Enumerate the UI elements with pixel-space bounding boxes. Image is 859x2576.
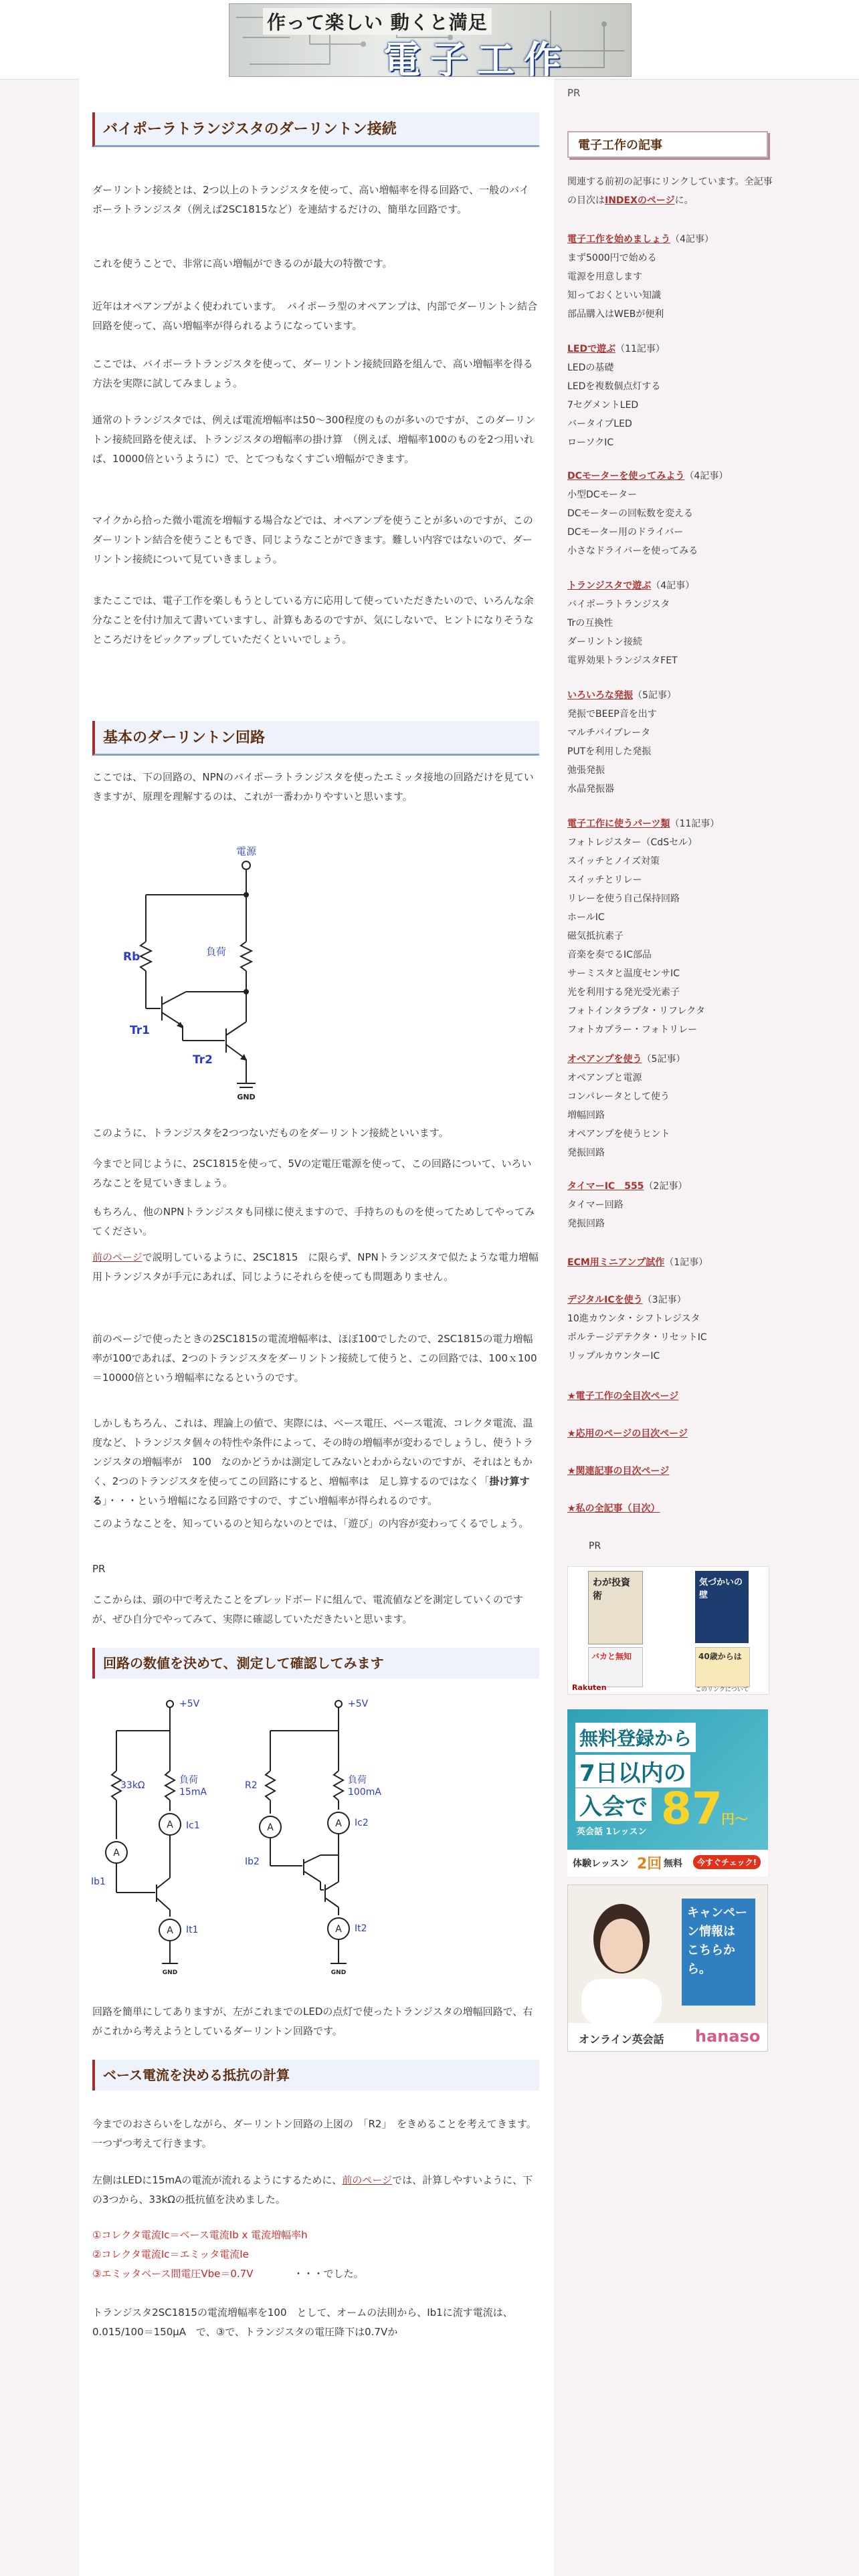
all-articles-link[interactable]: ★私の全記事（目次）	[567, 1503, 660, 1514]
label-load-left-value: 15mA	[179, 1787, 207, 1798]
sidebar-item[interactable]: 発振回路	[567, 1218, 605, 1229]
para-l: トランジスタ2SC1815の電流増幅率を100 として、オームの法則から、Ib1に流す電流は、0.015/100＝150μA で、③で、トランジスタの電圧降下は0.7Vか	[92, 2306, 513, 2338]
section-measure: 回路の数値を決めて、測定して確認してみます	[92, 1648, 539, 1679]
sidebar-item[interactable]: まず5000円で始める	[567, 253, 657, 263]
sidebar-item[interactable]: 小さなドライバーを使ってみる	[567, 546, 698, 556]
sidebar-item[interactable]: ダーリントン接続	[567, 637, 642, 647]
sidebar-item[interactable]: フォトカプラー・フォトリレー	[567, 1025, 698, 1035]
intro-paragraph-4: ここでは、バイポーラトランジスタを使って、ダーリントン接続回路を組んで、高い増幅率を得る方法を実際に試してみましょう。	[92, 358, 533, 389]
sidebar-item[interactable]: スイッチとノイズ対策	[567, 856, 660, 867]
label-load: 負荷	[206, 946, 227, 958]
sidebar-item[interactable]: 増幅回路	[567, 1110, 605, 1121]
ammeter-a1: A	[113, 1848, 120, 1858]
sidebar-category-5	[567, 815, 781, 1039]
category-link[interactable]: DCモーターを使ってみよう	[567, 471, 685, 481]
sidebar-item[interactable]: 発振でBEEP音を出す	[567, 709, 657, 720]
para-k-post: では、計算しやすいように、下の3つから、33kΩの抵抗値を決めました。	[92, 2174, 533, 2206]
book-cover-3[interactable]	[588, 1647, 643, 1687]
applied-index-link[interactable]: ★応用のページの目次ページ	[567, 1428, 688, 1439]
english-lesson-ad[interactable]	[567, 1709, 768, 1876]
related-index-link[interactable]: ★関連記事の目次ページ	[567, 1466, 670, 1477]
label-33k: 33kΩ	[120, 1780, 145, 1791]
formula-tail: ・・・でした。	[293, 2268, 364, 2280]
sidebar-item[interactable]: LEDを複数個点灯する	[567, 381, 661, 392]
category-count: （1記事）	[664, 1257, 708, 1268]
label-load-right-value: 100mA	[348, 1787, 381, 1798]
sidebar-category-8	[567, 1253, 781, 1272]
ad-info-link[interactable]: このリンクについて	[695, 1687, 749, 1693]
sidebar-bottom-link-0	[567, 1387, 781, 1406]
label-it2: It2	[355, 1923, 367, 1934]
sidebar-item[interactable]: DCモーター用のドライバー	[567, 527, 684, 538]
sidebar-item[interactable]: 水晶発振器	[567, 784, 614, 794]
sidebar-category-2	[567, 467, 781, 560]
campaign-line-1: キャンペーン情報は	[687, 1906, 747, 1939]
sidebar-intro-post: に。	[674, 195, 694, 206]
sidebar-item[interactable]: 10進カウンタ・シフトレジスタ	[567, 1313, 700, 1324]
category-count: （4記事）	[651, 580, 695, 591]
book-title-4: 40歳からは	[698, 1652, 742, 1661]
label-ib2: Ib2	[245, 1856, 260, 1867]
para-d	[92, 1248, 539, 1287]
sidebar-item[interactable]: サーミスタと温度センサIC	[567, 968, 680, 979]
intro-paragraph-3: 近年はオペアンプがよく使われています。 バイポーラ型のオペアンプは、内部でダーリントン結合回路を使って、高い増幅率が得られるようになっています。	[92, 300, 538, 332]
para-h: ここからは、頭の中で考えたことをブレッドボードに組んで、電流値などを測定していくのですが、ぜひ自分でやってみて、実際に確認していただきたいと思います。	[92, 1594, 523, 1625]
label-5v-right: +5V	[348, 1699, 369, 1709]
sidebar-item[interactable]: フォトレジスター（CdSセル）	[567, 837, 698, 848]
ad-price: 87	[661, 1783, 723, 1834]
ammeter-a5: A	[335, 1818, 342, 1829]
sidebar-item[interactable]: 電界効果トランジスタFET	[567, 655, 678, 666]
para-i: 回路を簡単にしてありますが、左がこれまでのLEDの点灯で使ったトランジスタの増幅回路で、右がこれから考えようとしているダーリントン回路です。	[92, 2006, 533, 2037]
sidebar-item[interactable]: バータイプLED	[567, 419, 632, 429]
article-title: バイポーラトランジスタのダーリントン接続	[92, 112, 539, 147]
label-power: 電源	[235, 845, 257, 857]
category-link[interactable]: オペアンプを使う	[567, 1054, 642, 1065]
sidebar-item[interactable]: マルチバイブレータ	[567, 728, 651, 738]
sidebar-category-0	[567, 230, 781, 324]
main-article	[79, 79, 554, 2576]
para-g: このようなことを、知っているのと知らないのとでは、「遊び」の内容が変わってくるでしょう。	[92, 1517, 529, 1529]
category-link[interactable]: デジタルICを使う	[567, 1295, 643, 1305]
para-f-post: 」・・・という増幅になる回路ですので、すごい増幅率が得られるのです。	[102, 1495, 438, 1507]
ammeter-a6: A	[335, 1924, 342, 1935]
pr-label-top: PR	[567, 87, 581, 99]
book-title-2: 気づかいの壁	[699, 1578, 743, 1600]
sidebar-item[interactable]: リップルカウンターIC	[567, 1351, 660, 1362]
sidebar-item[interactable]: 音楽を奏でるIC部品	[567, 950, 652, 960]
model-photo-icon	[568, 1892, 675, 2026]
category-count: （5記事）	[642, 1054, 686, 1065]
formula-1: ①コレクタ電流Ic＝ベース電流Ib x 電流増幅率h	[92, 2229, 308, 2241]
sidebar	[562, 79, 780, 2576]
sidebar-item[interactable]: ローソクIC	[567, 437, 614, 448]
sidebar-item[interactable]: タイマー回路	[567, 1200, 624, 1210]
para-b: 今までと同じように、2SC1815を使って、5Vの定電圧電源を使って、この回路について、いろいろなことを見ていきましょう。	[92, 1158, 532, 1189]
sidebar-category-7	[567, 1177, 781, 1233]
sidebar-item[interactable]: 知っておくといい知識	[567, 290, 661, 301]
book-ad[interactable]	[567, 1566, 769, 1695]
section-base-current: ベース電流を決める抵抗の計算	[92, 2060, 539, 2090]
campaign-line-2: こちらから。	[687, 1943, 735, 1976]
ammeter-a2: A	[167, 1820, 173, 1830]
book-title-1: わが投資術	[593, 1578, 630, 1602]
sidebar-category-6	[567, 1050, 781, 1162]
campaign-box[interactable]	[682, 1899, 755, 2006]
sidebar-item[interactable]: ホールIC	[567, 912, 605, 923]
sidebar-item[interactable]: 弛張発振	[567, 765, 605, 776]
intro-paragraph-2: これを使うことで、非常に高い増幅ができるのが最大の特徴です。	[92, 257, 393, 270]
category-link[interactable]: 電子工作を始めましょう	[567, 234, 670, 245]
intro-paragraph-6: マイクから拾った微小電流を増幅する場合などでは、オペアンプを使うことが多いのですが、このダーリントン結合を使うこともでき、同じようなことができます。難しい内容ではないので、ダーリントン接続について見ていきましょう。	[92, 514, 533, 565]
sidebar-item[interactable]: 部品購入はWEBが便利	[567, 309, 664, 320]
category-count: （4記事）	[684, 471, 729, 481]
sidebar-bottom-link-2	[567, 1462, 781, 1481]
book-title-3: バカと無知	[591, 1652, 632, 1661]
ad-line-2: 7日以内の	[575, 1755, 690, 1788]
formula-2: ②コレクタ電流Ic＝エミッタ電流Ie	[92, 2248, 249, 2260]
sidebar-item[interactable]: バイポーラトランジスタ	[567, 599, 670, 610]
sidebar-category-9	[567, 1291, 781, 1366]
category-link[interactable]: トランジスタで遊ぶ	[567, 580, 652, 591]
sidebar-item[interactable]: LEDの基礎	[567, 362, 614, 373]
label-load-left: 負荷	[179, 1775, 198, 1786]
pr-label-side: PR	[589, 1541, 601, 1551]
sidebar-item[interactable]: ポルテージデテクタ・リセットIC	[567, 1332, 707, 1343]
para-a: このように、トランジスタを2つつないだものをダーリントン接続といいます。	[92, 1127, 449, 1139]
sidebar-item[interactable]: オペアンプを使うヒント	[567, 1129, 670, 1140]
sidebar-title: 電子工作の記事	[567, 131, 768, 158]
para-f	[92, 1414, 539, 1511]
category-count: （11記事）	[615, 344, 665, 354]
sidebar-category-4	[567, 686, 781, 798]
ad-line-3: 入会で	[575, 1788, 652, 1821]
darlington-circuit-svg	[106, 841, 306, 1102]
para-j: 今までのおさらいをしながら、ダーリントン回路の上図の 「R2」 をきめることを考えてきます。 一つずつ考えて行きます。	[92, 2118, 542, 2149]
sidebar-item[interactable]: 磁気抵抗素子	[567, 931, 624, 942]
site-banner[interactable]	[229, 3, 632, 77]
ad-trial-label: 体験レッスン	[573, 1858, 629, 1869]
site-logo: 電子工作	[383, 39, 571, 77]
sidebar-category-3	[567, 576, 781, 670]
label-rb: Rb	[123, 950, 140, 964]
index-link[interactable]: INDEXのページ	[605, 195, 675, 206]
category-link[interactable]: いろいろな発振	[567, 690, 633, 701]
banner-tagline: 作って楽しい 動くと満足	[263, 8, 492, 35]
sidebar-item[interactable]: DCモーターの回転数を変える	[567, 508, 693, 519]
sidebar-item[interactable]: フォトインタラプタ・リフレクタ	[567, 1006, 705, 1016]
sidebar-category-1	[567, 340, 781, 452]
hanaso-brand: hanaso	[695, 2027, 761, 2046]
para-f-pre: しかしもちろん、これは、理論上の値で、実際には、ベース電圧、ベース電流、コレクタ電流、温度など、トランジスタ個々の特性や条件によって、その時の増幅率が変わるでしょうし、使うトランジスタの増幅率が 100 なのかどうかは測定してみないとわからないのですが、それはともかく、2つのトランジスタを使ってこの回路にすると、増幅率は 足し算するのではなく「	[92, 1417, 533, 1487]
para-f-bold: 掛け算する	[92, 1475, 530, 1507]
category-link[interactable]: ECM用ミニアンプ試作	[567, 1257, 665, 1268]
sidebar-item[interactable]: 光を利用する発光受光素子	[567, 987, 680, 998]
label-r2: R2	[245, 1780, 258, 1791]
ad-cta-button[interactable]: 今すぐチェック!	[693, 1855, 761, 1869]
label-it1: It1	[186, 1925, 199, 1935]
hanaso-brand-label: オンライン英会話	[579, 2033, 664, 2046]
section-basic-darlington: 基本のダーリントン回路	[92, 721, 539, 756]
hanaso-footer	[568, 2023, 768, 2052]
sidebar-item[interactable]: オペアンプと電源	[567, 1073, 642, 1083]
sidebar-item[interactable]: コンパレータとして使う	[567, 1091, 670, 1102]
sidebar-intro-text: 関連する前初の記事にリンクしています。全記事の目次は	[567, 177, 773, 206]
intro-paragraph-1: ダーリントン接続とは、2つ以上のトランジスタを使って、高い増幅率を得る回路で、一般のバイポーラトランジスタ（例えば2SC1815など）を連結するだけの、簡単な回路です。	[92, 184, 530, 215]
hanaso-ad[interactable]	[567, 1885, 768, 2052]
sidebar-item[interactable]: 電源を用意します	[567, 272, 642, 282]
formula-3-row	[92, 2264, 539, 2284]
intro-paragraph-7: またここでは、電子工作を楽しもうとしている方に応用して使っていただきたいので、いろんな余分なことを付け加えて書いていますし、計算もあるのですが、気にしないで、ヒントになりそうなところだけをピックアップしていただくといいでしょう。	[92, 595, 534, 645]
sidebar-item[interactable]: 発振回路	[567, 1148, 605, 1158]
prev-page-link[interactable]: 前のページ	[92, 1251, 142, 1263]
ad-line-1: 無料登録から	[575, 1723, 696, 1752]
pr-label-mid: PR	[92, 1563, 106, 1575]
site-header	[0, 0, 859, 80]
category-link[interactable]: タイマーIC 555	[567, 1181, 644, 1192]
ad-bottom-bar	[567, 1850, 768, 1876]
para-k	[92, 2171, 539, 2210]
label-tr1: Tr1	[130, 1024, 150, 1037]
basic-paragraph: ここでは、下の回路の、NPNのバイポーラトランジスタを使ったエミッタ接地の回路だけを見ていきますが、原理を理解するのは、これが一番わかりやすいと思います。	[92, 771, 534, 802]
prev-page-link-2[interactable]: 前のページ	[342, 2174, 393, 2186]
label-gnd-left: GND	[162, 1969, 178, 1976]
category-count: （3記事）	[642, 1295, 686, 1305]
label-gnd-right: GND	[330, 1969, 347, 1976]
sidebar-item[interactable]: リレーを使う自己保持回路	[567, 893, 680, 904]
label-load-right: 負荷	[348, 1775, 367, 1786]
para-c: もちろん、他のNPNトランジスタも同様に使えますので、手持ちのものを使ってためしてやってみてください。	[92, 1206, 535, 1237]
sidebar-bottom-link-1	[567, 1424, 781, 1443]
sidebar-item[interactable]: 7セグメントLED	[567, 400, 639, 411]
label-5v-left: +5V	[179, 1699, 200, 1709]
para-k-pre: 左側はLEDに15mAの電流が流れるようにするために、	[92, 2174, 343, 2186]
measurement-circuit-diagram	[90, 1697, 397, 1985]
book-cover-2[interactable]	[695, 1571, 749, 1643]
label-ic1: Ic1	[186, 1820, 200, 1831]
ad-free-label: 無料	[664, 1858, 682, 1869]
category-link[interactable]: LEDで遊ぶ	[567, 344, 616, 354]
rakuten-label: Rakuten	[572, 1683, 607, 1692]
sidebar-item[interactable]: Trの互換性	[567, 618, 613, 629]
sidebar-item[interactable]: スイッチとリレー	[567, 875, 642, 885]
sidebar-bottom-link-3	[567, 1499, 781, 1518]
measurement-circuit-svg	[90, 1697, 397, 1985]
label-gnd: GND	[237, 1093, 256, 1101]
category-count: （4記事）	[670, 234, 714, 245]
formula-3: ③エミッタベース間電圧Vbe＝0.7V	[92, 2268, 254, 2280]
all-index-link[interactable]: ★電子工作の全目次ページ	[567, 1391, 679, 1402]
book-cover-4[interactable]	[695, 1647, 750, 1687]
ammeter-a3: A	[167, 1925, 173, 1936]
ammeter-a4: A	[267, 1822, 274, 1833]
ad-price-unit: 円〜	[721, 1811, 748, 1827]
sidebar-intro	[567, 173, 781, 210]
para-e: 前のページで使ったときの2SC1815の電流増幅率は、ほぼ100でしたので、2SC1815の電力増幅率が100であれば、2つのトランジスタをダーリントン接続して使うと、この回路では、100ｘ100＝10000倍という増幅率になるというのです。	[92, 1333, 537, 1384]
darlington-circuit-diagram	[106, 841, 306, 1102]
ad-note: 英会話 1レッスン	[577, 1827, 647, 1837]
para-d-text: で説明しているように、2SC1815 に限らず、NPNトランジスタで似たような電力増幅用トランジスタが手元にあれば、同じようにそれらを使っても問題ありません。	[92, 1251, 539, 1283]
label-tr2: Tr2	[193, 1053, 213, 1067]
category-count: （2記事）	[644, 1181, 688, 1192]
ad-trial-count: 2回	[637, 1856, 662, 1872]
sidebar-item[interactable]: 小型DCモーター	[567, 490, 637, 500]
category-count: （5記事）	[633, 690, 676, 701]
category-count: （11記事）	[670, 819, 720, 829]
label-ib1: Ib1	[91, 1876, 106, 1887]
sidebar-item[interactable]: PUTを利用した発振	[567, 746, 652, 757]
book-cover-1[interactable]	[588, 1571, 643, 1644]
label-ic2: Ic2	[355, 1818, 369, 1828]
category-link[interactable]: 電子工作に使うパーツ類	[567, 819, 670, 829]
intro-paragraph-5: 通常のトランジスタでは、例えば電流増幅率は50〜300程度のものが多いのですが、このダーリントン接続回路を使えば、トランジスタの増幅率の掛け算 （例えば、増幅率100のものを2つ用いれば、10000倍というように）で、とてつもなくすごい増幅ができます。	[92, 414, 535, 465]
